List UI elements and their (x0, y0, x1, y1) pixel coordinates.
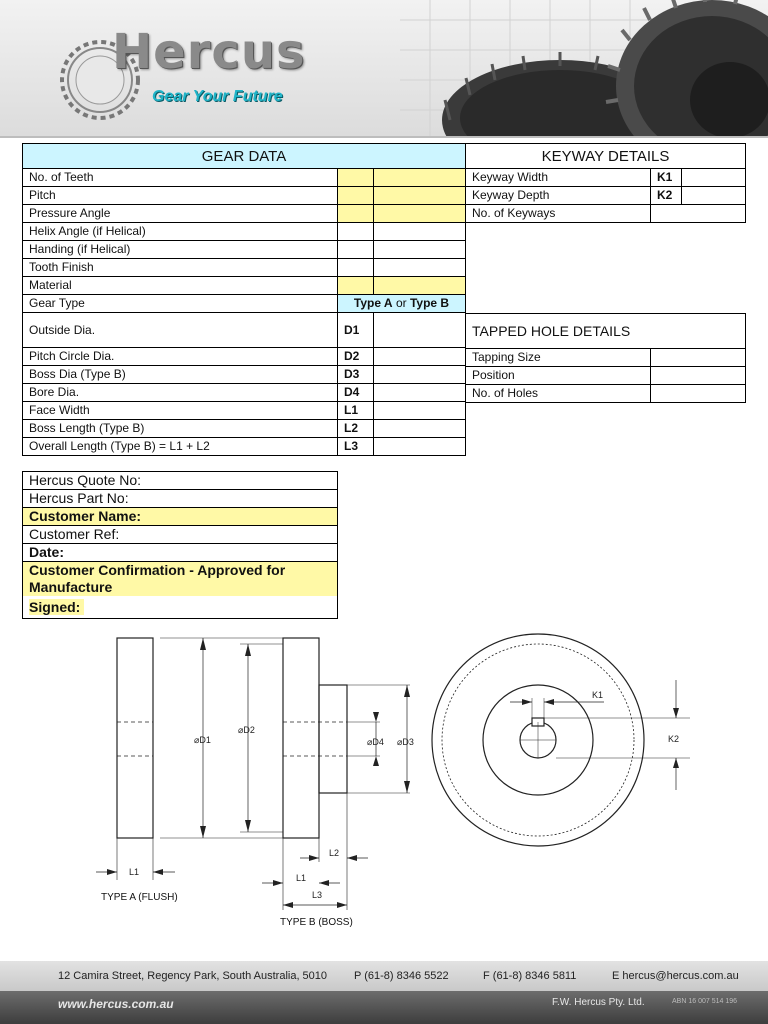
quote-row[interactable] (23, 596, 338, 619)
tapped-hole-input[interactable] (651, 385, 746, 403)
dimension-input[interactable] (374, 384, 466, 402)
keyway-row (466, 205, 746, 223)
label-d3: ⌀D3 (397, 737, 414, 747)
gear-data-label: Pitch (23, 187, 338, 205)
gear-data-row (23, 277, 466, 295)
label-d4: ⌀D4 (367, 737, 384, 747)
gear-data-row (23, 205, 466, 223)
gear-data-code[interactable] (338, 241, 374, 259)
gear-data-code[interactable] (338, 187, 374, 205)
label-l1-type-b: L1 (296, 873, 307, 883)
gear-data-code[interactable] (338, 169, 374, 187)
dimension-row (23, 348, 466, 366)
gear-data-row (23, 259, 466, 277)
quote-row[interactable] (23, 472, 338, 490)
type-b-option[interactable]: Type B (409, 296, 450, 310)
gear-data-table (22, 143, 466, 456)
dimension-input[interactable] (374, 366, 466, 384)
quote-field-text: Customer Name: (29, 508, 142, 524)
quote-field-label (23, 472, 338, 490)
quote-table (22, 471, 338, 619)
keyway-table (465, 143, 746, 223)
dimension-label: Overall Length (Type B) = L1 + L2 (23, 438, 338, 456)
gear-type-options[interactable] (338, 295, 466, 313)
footer-website[interactable]: www.hercus.com.au (58, 997, 174, 1011)
dimension-code: D1 (338, 313, 374, 348)
label-d2: ⌀D2 (238, 725, 255, 735)
tapped-hole-title: TAPPED HOLE DETAILS (466, 314, 746, 349)
tapped-hole-label: Tapping Size (466, 349, 651, 367)
quote-field-text: Hercus Part No: (29, 490, 129, 506)
gear-data-input[interactable] (374, 223, 466, 241)
keyway-input[interactable] (651, 205, 746, 223)
dimension-input[interactable] (374, 348, 466, 366)
footer-fax: F (61-8) 8346 5811 (483, 970, 577, 982)
gear-data-input[interactable] (374, 241, 466, 259)
dimension-row (23, 402, 466, 420)
brand-logo: Hercus (112, 24, 306, 80)
dimension-code: L1 (338, 402, 374, 420)
keyway-code: K2 (651, 187, 682, 205)
keyway-input[interactable] (682, 187, 746, 205)
gear-data-input[interactable] (374, 277, 466, 295)
quote-row[interactable] (23, 490, 338, 508)
keyway-label: Keyway Width (466, 169, 651, 187)
type-b-gear-profile (283, 638, 319, 838)
tapped-hole-row (466, 385, 746, 403)
gear-data-label: Pressure Angle (23, 205, 338, 223)
keyway-label: No. of Keyways (466, 205, 651, 223)
dimension-code: D4 (338, 384, 374, 402)
dimension-code: L2 (338, 420, 374, 438)
gear-drawing (0, 630, 768, 940)
dimension-row (23, 420, 466, 438)
gear-data-input[interactable] (374, 187, 466, 205)
quote-row[interactable] (23, 562, 338, 597)
type-a-option[interactable]: Type A (353, 296, 393, 310)
footer-phone: P (61-8) 8346 5522 (354, 970, 449, 982)
label-l2: L2 (329, 848, 340, 858)
label-k1: K1 (592, 690, 604, 700)
quote-row[interactable] (23, 544, 338, 562)
gear-data-row (23, 169, 466, 187)
contact-bar (0, 961, 768, 991)
dimension-label: Boss Length (Type B) (23, 420, 338, 438)
brand-tagline: Gear Your Future (152, 88, 283, 105)
dimension-input[interactable] (374, 420, 466, 438)
gear-data-label: Handing (if Helical) (23, 241, 338, 259)
website-bar (0, 991, 768, 1024)
gear-data-row (23, 223, 466, 241)
quote-field-label (23, 490, 338, 508)
dimension-label: Face Width (23, 402, 338, 420)
gear-data-label: No. of Teeth (23, 169, 338, 187)
or-text: or (395, 296, 407, 310)
label-k2: K2 (668, 734, 680, 744)
footer-email[interactable]: E hercus@hercus.com.au (612, 970, 739, 982)
keyway-label: Keyway Depth (466, 187, 651, 205)
label-l3: L3 (312, 890, 323, 900)
quote-row[interactable] (23, 508, 338, 526)
dimension-label: Pitch Circle Dia. (23, 348, 338, 366)
keyway-row (466, 187, 746, 205)
quote-field-text: Signed: (29, 599, 84, 615)
dimension-input[interactable] (374, 313, 466, 348)
letterhead (0, 0, 768, 138)
quote-field-text: Customer Ref: (29, 526, 120, 542)
tapped-hole-row (466, 349, 746, 367)
footer-address: 12 Camira Street, Regency Park, South Australia, 5010 (58, 970, 328, 982)
quote-field-label (23, 508, 338, 526)
quote-field-label (23, 562, 338, 597)
keyway-code: K1 (651, 169, 682, 187)
gear-data-row (23, 241, 466, 259)
tapped-hole-label: Position (466, 367, 651, 385)
dimension-label: Boss Dia (Type B) (23, 366, 338, 384)
gear-data-code[interactable] (338, 223, 374, 241)
gear-data-label: Material (23, 277, 338, 295)
label-l1-type-a: L1 (129, 867, 140, 877)
quote-field-label (23, 544, 338, 562)
gear-data-label: Helix Angle (if Helical) (23, 223, 338, 241)
tapped-hole-row (466, 367, 746, 385)
gear-data-row (23, 187, 466, 205)
dimension-row (23, 313, 466, 348)
tapped-hole-input[interactable] (651, 367, 746, 385)
footer-abn: ABN 16 007 514 196 (672, 998, 737, 1005)
dimension-code: D3 (338, 366, 374, 384)
dimension-input[interactable] (374, 438, 466, 456)
quote-field-text: Date: (29, 544, 65, 560)
gear-data-input[interactable] (374, 169, 466, 187)
tapped-hole-label: No. of Holes (466, 385, 651, 403)
quote-row[interactable] (23, 526, 338, 544)
keyway-input[interactable] (682, 169, 746, 187)
gear-data-title: GEAR DATA (23, 144, 466, 169)
quote-field-text: Hercus Quote No: (29, 472, 142, 488)
dimension-row (23, 438, 466, 456)
label-d1: ⌀D1 (194, 735, 211, 745)
tapped-hole-input[interactable] (651, 349, 746, 367)
dimension-input[interactable] (374, 402, 466, 420)
type-b-caption: TYPE B (BOSS) (280, 917, 353, 928)
gear-data-input[interactable] (374, 205, 466, 223)
gear-data-code[interactable] (338, 259, 374, 277)
type-a-gear-profile (117, 638, 153, 838)
gear-data-label: Tooth Finish (23, 259, 338, 277)
type-b-boss-profile (319, 685, 347, 793)
dimension-row (23, 384, 466, 402)
keyway-title: KEYWAY DETAILS (466, 144, 746, 169)
dimension-label: Outside Dia. (23, 313, 338, 348)
dimension-label: Bore Dia. (23, 384, 338, 402)
tapped-hole-table (465, 313, 746, 403)
footer-company: F.W. Hercus Pty. Ltd. (552, 997, 645, 1008)
dimension-code: L3 (338, 438, 374, 456)
dimension-code: D2 (338, 348, 374, 366)
gear-data-input[interactable] (374, 259, 466, 277)
quote-field-label (23, 596, 338, 619)
gear-type-label: Gear Type (23, 295, 338, 313)
type-a-caption: TYPE A (FLUSH) (101, 892, 178, 903)
quote-field-text: Customer Confirmation - Approved for Manufacture (29, 562, 286, 595)
gear-data-code[interactable] (338, 277, 374, 295)
quote-field-label (23, 526, 338, 544)
gear-data-code[interactable] (338, 205, 374, 223)
keyway-row (466, 169, 746, 187)
dimension-row (23, 366, 466, 384)
